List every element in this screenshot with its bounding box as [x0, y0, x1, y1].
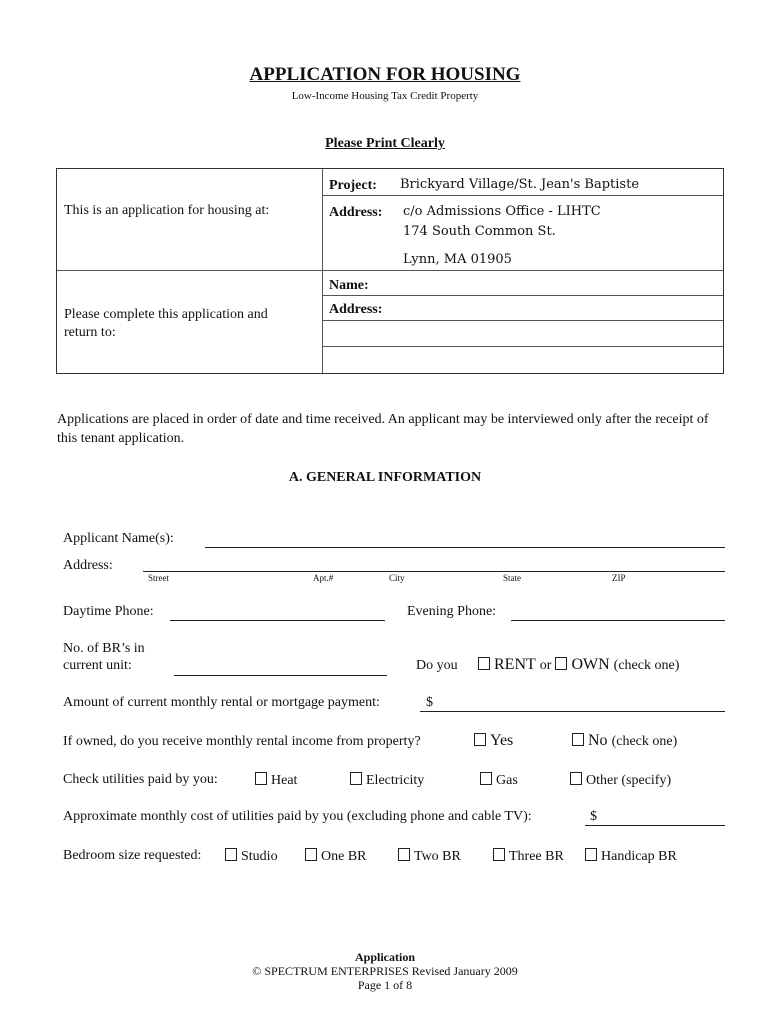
electricity-checkbox[interactable]	[350, 772, 362, 785]
studio-label: Studio	[241, 849, 278, 864]
state-label: State	[503, 573, 521, 583]
info-table	[56, 168, 724, 374]
own-checkbox[interactable]	[555, 657, 567, 670]
yes-no-check-one: (check one)	[611, 734, 678, 749]
brs-label-line1: No. of BR’s in	[63, 641, 145, 656]
two-br-label: Two BR	[414, 849, 461, 864]
footer-page-number: Page 1 of 8	[357, 978, 413, 992]
evening-phone-field[interactable]	[511, 620, 725, 621]
or-label: or	[539, 658, 552, 673]
handicap-br-checkbox[interactable]	[585, 848, 597, 861]
own-label: OWN	[571, 656, 610, 673]
applicant-names-label: Applicant Name(s):	[63, 531, 174, 546]
no-label: No	[588, 732, 608, 749]
daytime-phone-label: Daytime Phone:	[63, 604, 154, 619]
monthly-payment-dollar: $	[426, 695, 433, 710]
section-a-heading: A. GENERAL INFORMATION	[288, 470, 482, 485]
daytime-phone-field[interactable]	[170, 620, 385, 621]
no-checkbox[interactable]	[572, 733, 584, 746]
project-value: Brickyard Village/St. Jean's Baptiste	[400, 177, 640, 192]
address-label: Address:	[329, 205, 383, 220]
rental-income-label: If owned, do you receive monthly rental income from property?	[63, 734, 421, 749]
yes-label: Yes	[490, 732, 514, 749]
project-label: Project:	[329, 178, 377, 193]
heat-label: Heat	[271, 773, 298, 788]
evening-phone-label: Evening Phone:	[407, 604, 497, 619]
brs-label-line2: current unit:	[63, 658, 132, 673]
housing-at-label: This is an application for housing at:	[64, 203, 270, 218]
city-label: City	[389, 573, 405, 583]
heat-checkbox[interactable]	[255, 772, 267, 785]
address-line3: Lynn, MA 01905	[403, 252, 512, 267]
print-note: Please Print Clearly	[325, 136, 445, 151]
two-br-checkbox[interactable]	[398, 848, 410, 861]
address-line2: 174 South Common St.	[403, 224, 556, 239]
footer-copyright: © SPECTRUM ENTERPRISES Revised January 2009	[252, 964, 518, 978]
page-subtitle: Low-Income Housing Tax Credit Property	[291, 90, 479, 102]
bedroom-size-label: Bedroom size requested:	[63, 848, 202, 863]
return-name-label: Name:	[329, 278, 369, 293]
gas-checkbox[interactable]	[480, 772, 492, 785]
three-br-label: Three BR	[509, 849, 564, 864]
address-line1: c/o Admissions Office - LIHTC	[403, 204, 601, 219]
rent-own-check-one: (check one)	[613, 658, 680, 673]
footer-label: Application	[354, 950, 415, 964]
apt-label: Apt.#	[313, 573, 334, 583]
other-utility-label: Other (specify)	[586, 773, 672, 788]
applicant-names-field[interactable]	[205, 547, 725, 548]
street-label: Street	[148, 573, 169, 583]
utility-cost-label: Approximate monthly cost of utilities paid by you (excluding phone and cable TV):	[63, 809, 532, 824]
address-label: Address:	[63, 558, 113, 573]
do-you-label: Do you	[416, 658, 458, 673]
studio-checkbox[interactable]	[225, 848, 237, 861]
rent-checkbox[interactable]	[478, 657, 490, 670]
monthly-payment-field[interactable]	[420, 711, 725, 712]
monthly-payment-label: Amount of current monthly rental or mortgage payment:	[63, 695, 380, 710]
intro-paragraph: Applications are placed in order of date and time received. An applicant may be interviewed only after the receipt of this tenant application.	[57, 412, 709, 446]
electricity-label: Electricity	[366, 773, 425, 788]
return-label: Please complete this application and return to:	[64, 307, 268, 340]
other-utility-checkbox[interactable]	[570, 772, 582, 785]
gas-label: Gas	[496, 773, 518, 788]
address-field[interactable]	[143, 571, 725, 572]
utilities-label: Check utilities paid by you:	[63, 772, 218, 787]
rent-label: RENT	[494, 656, 536, 673]
yes-checkbox[interactable]	[474, 733, 486, 746]
return-address-label: Address:	[329, 302, 383, 317]
zip-label: ZIP	[612, 573, 626, 583]
utility-cost-dollar: $	[590, 809, 597, 824]
brs-field[interactable]	[174, 675, 387, 676]
one-br-label: One BR	[321, 849, 367, 864]
page-title: APPLICATION FOR HOUSING	[249, 64, 521, 85]
handicap-br-label: Handicap BR	[601, 849, 677, 864]
one-br-checkbox[interactable]	[305, 848, 317, 861]
utility-cost-field[interactable]	[585, 825, 725, 826]
three-br-checkbox[interactable]	[493, 848, 505, 861]
